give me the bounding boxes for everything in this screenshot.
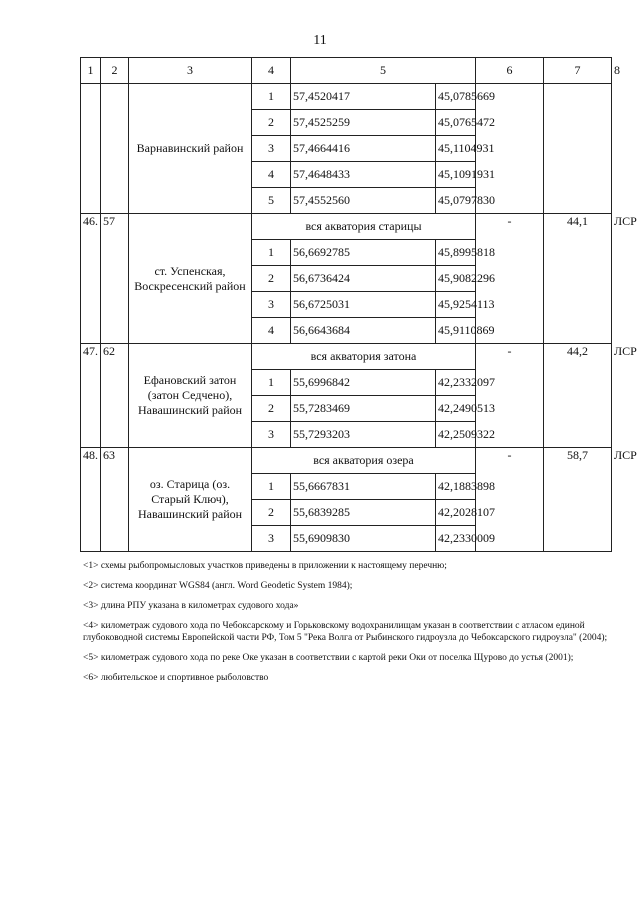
longitude-cell: 45,8995818 [436,240,476,266]
row-number-cell: 46. [81,214,101,344]
longitude-cell: 42,1883898 [436,474,476,500]
latitude-cell: 57,4648433 [291,162,436,188]
latitude-cell: 56,6725031 [291,292,436,318]
length-cell: 44,1 [544,214,612,344]
latitude-cell: 57,4525259 [291,110,436,136]
footnote: <2> система координат WGS84 (англ. Word Geodetic System 1984); [83,581,353,591]
header-cell: 6 [476,58,544,84]
longitude-cell: 45,1104931 [436,136,476,162]
longitude-cell: 42,2490513 [436,396,476,422]
point-number-cell: 3 [252,422,291,448]
point-number-cell: 2 [252,266,291,292]
footnotes [83,560,608,692]
latitude-cell: 56,6736424 [291,266,436,292]
latitude-cell: 57,4520417 [291,84,436,110]
point-number-cell: 4 [252,162,291,188]
point-number-cell: 3 [252,136,291,162]
area-extent-cell: вся акватория затона [252,344,476,370]
point-number-cell: 5 [252,188,291,214]
col6-cell: - [476,344,544,448]
longitude-cell: 42,2330009 [436,526,476,552]
area-id-cell: 57 [101,214,129,344]
table-row [81,84,612,110]
point-number-cell: 1 [252,84,291,110]
area-name-cell: оз. Старица (оз. Старый Ключ), Навашинский район [129,448,252,552]
point-number-cell: 2 [252,500,291,526]
header-cell: 4 [252,58,291,84]
longitude-cell: 45,9110869 [436,318,476,344]
latitude-cell: 55,6909830 [291,526,436,552]
header-cell: 5 [291,58,476,84]
row-number-cell: 47. [81,344,101,448]
longitude-cell: 45,0797830 [436,188,476,214]
longitude-cell: 42,2028107 [436,500,476,526]
point-number-cell: 1 [252,474,291,500]
col6-cell: - [476,448,544,552]
footnote: <4> километраж судового хода по Чебоксарскому и Горьковскому водохранилищам указан в соответствии с атласом единой глубоководной системы Европейской части РФ, Том 5 "Река Волга от Рыбинского гидроузла до Чебоксарского гидроузла" (2004); [83,621,608,643]
area-name-cell: Варнавинский район [129,84,252,214]
point-number-cell: 2 [252,110,291,136]
table-header-row: 1 2 3 4 5 6 7 8 [81,58,612,84]
length-cell: 44,2 [544,344,612,448]
latitude-cell: 55,6996842 [291,370,436,396]
footnote: <3> длина РПУ указана в километрах судового хода» [83,601,299,611]
area-name-cell: ст. Успенская, Воскресенский район [129,214,252,344]
footnote: <1> схемы рыбопромысловых участков приведены в приложении к настоящему перечню; [83,561,447,571]
longitude-cell: 45,1091931 [436,162,476,188]
latitude-cell: 55,6839285 [291,500,436,526]
table-row: 46. 57 ст. Успенская, Воскресенский район вся акватория старицы - 44,1 ЛСР [81,214,612,240]
longitude-cell: 42,2509322 [436,422,476,448]
longitude-cell: 45,0765472 [436,110,476,136]
area-id-cell: 63 [101,448,129,552]
longitude-cell: 45,9254113 [436,292,476,318]
latitude-cell: 55,7283469 [291,396,436,422]
area-extent-cell: вся акватория старицы [252,214,476,240]
area-extent-cell: вся акватория озера [252,448,476,474]
area-name-cell: Ефановский затон (затон Седчено), Навашинский район [129,344,252,448]
point-number-cell: 4 [252,318,291,344]
latitude-cell: 55,6667831 [291,474,436,500]
footnote: <5> километраж судового хода по реке Оке указан в соответствии с картой реки Оки от поселка Щурово до устья (2001); [83,653,574,663]
header-cell: 1 [81,58,101,84]
latitude-cell: 56,6692785 [291,240,436,266]
length-cell [544,84,612,214]
latitude-cell: 56,6643684 [291,318,436,344]
latitude-cell: 55,7293203 [291,422,436,448]
point-number-cell: 1 [252,240,291,266]
point-number-cell: 1 [252,370,291,396]
latitude-cell: 57,4552560 [291,188,436,214]
row-number-cell [81,84,101,214]
col6-cell: - [476,214,544,344]
header-cell: 7 [544,58,612,84]
header-cell: 3 [129,58,252,84]
longitude-cell: 42,2332097 [436,370,476,396]
area-id-cell [101,84,129,214]
fishing-areas-table [80,57,637,552]
row-number-cell: 48. [81,448,101,552]
table-row: 48. 63 оз. Старица (оз. Старый Ключ), Навашинский район вся акватория озера - 58,7 ЛСР [81,448,612,474]
page-number: 11 [313,33,327,48]
longitude-cell: 45,0785669 [436,84,476,110]
table-body [81,58,637,552]
header-cell: 2 [101,58,129,84]
point-number-cell: 3 [252,292,291,318]
area-id-cell: 62 [101,344,129,448]
footnote: <6> любительское и спортивное рыболовство [83,673,269,683]
longitude-cell: 45,9082296 [436,266,476,292]
length-cell: 58,7 [544,448,612,552]
point-number-cell: 2 [252,396,291,422]
point-number-cell: 3 [252,526,291,552]
latitude-cell: 57,4664416 [291,136,436,162]
table-row: 47. 62 Ефановский затон (затон Седчено), Навашинский район вся акватория затона - 44,2 ЛСР [81,344,612,370]
